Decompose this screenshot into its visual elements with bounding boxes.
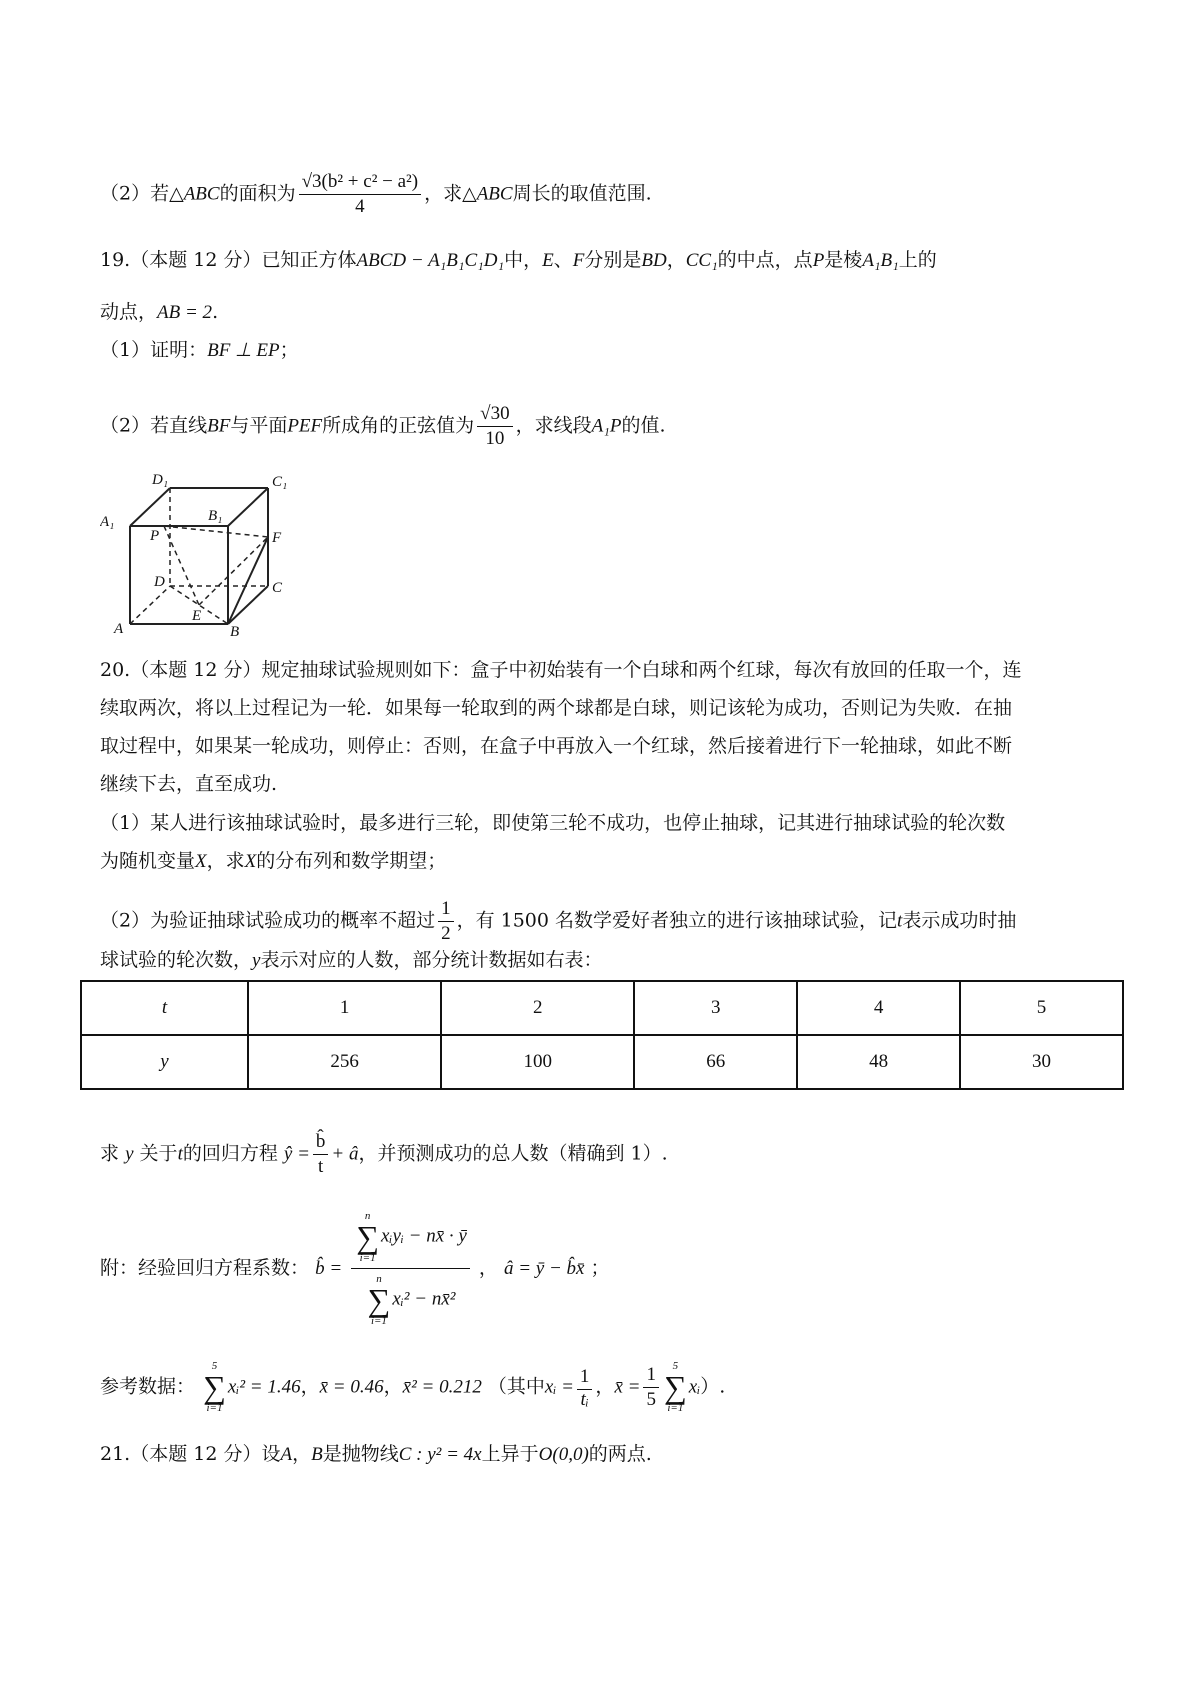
edge-b1c1 <box>228 488 268 526</box>
var-f: F <box>572 250 585 271</box>
text: （1）证明： <box>100 339 208 361</box>
table-cell: 100 <box>441 1035 634 1089</box>
label-p: P <box>150 528 160 544</box>
table-row-y <box>81 1035 1123 1089</box>
table-cell: 4 <box>797 981 960 1035</box>
formula-numerator <box>351 1210 470 1269</box>
fifth-fraction <box>643 1363 659 1412</box>
text: ，有 1500 名数学爱好者独立的进行该抽球试验，记 <box>456 909 898 932</box>
ref-xi: xᵢ = <box>544 1376 574 1398</box>
text: 所成角的正弦值为 <box>322 414 475 437</box>
sum-symbol: n ∑ i=1 <box>356 1210 379 1264</box>
text: . <box>212 301 219 323</box>
label-c: C <box>272 580 283 596</box>
var-bd: BD <box>641 250 667 271</box>
text: 球试验的轮次数， <box>100 949 253 971</box>
text: ，求 <box>206 850 245 872</box>
b-hat-lhs: b̂ = <box>315 1258 343 1279</box>
area-fraction <box>299 170 421 219</box>
text: 、 <box>553 249 573 271</box>
text: 附：经验回归方程系数： <box>100 1257 310 1279</box>
text: ； <box>279 339 299 361</box>
table-cell: 48 <box>797 1035 960 1089</box>
var-a1p: A₁P <box>591 415 622 437</box>
edge-bc <box>228 586 268 624</box>
text: 的值. <box>621 414 666 437</box>
var-p: P <box>812 250 825 271</box>
text: ，求线段 <box>515 414 592 437</box>
fifth-numerator: 1 <box>643 1363 659 1388</box>
text: 19.（本题 12 分）已知正方体 <box>100 249 357 271</box>
label-d: D <box>154 574 165 590</box>
table-cell: 256 <box>248 1035 441 1089</box>
text: （2）若直线 <box>100 414 208 437</box>
q19-part2 <box>100 402 666 451</box>
var-e: E <box>542 250 554 271</box>
text: 中， <box>504 249 543 271</box>
text: 的分布列和数学期望； <box>256 850 447 872</box>
var-x: X <box>195 851 207 872</box>
q20-part1-line2 <box>100 848 446 875</box>
triangle-abc: ABC <box>476 183 513 205</box>
text: ， <box>478 1257 498 1279</box>
cube-figure <box>100 470 300 638</box>
b-hat-formula <box>351 1210 470 1327</box>
text: 动点， <box>100 301 158 323</box>
var-t: t <box>897 910 903 932</box>
text: 的两点. <box>588 1443 652 1465</box>
header-y: y <box>160 1051 169 1072</box>
sum-symbol: 5 ∑ i=1 <box>663 1360 687 1414</box>
text: 上异于 <box>481 1443 539 1465</box>
text: 的中点，点 <box>717 249 813 271</box>
eq-bf-ep: BF ⊥ EP <box>207 340 280 361</box>
q19-line2 <box>100 299 218 326</box>
text: 表示对应的人数，部分统计数据如右表： <box>260 949 603 971</box>
edge-ad <box>130 586 170 624</box>
text: 表示成功时抽 <box>902 909 1017 932</box>
q20-line1: 20.（本题 12 分）规定抽球试验规则如下：盒子中初始装有一个白球和两个红球，每次有放回的任取一个，连 <box>100 659 1022 681</box>
q20-part2-line2 <box>100 947 602 974</box>
label-e: E <box>192 608 202 624</box>
sin-denominator: 10 <box>485 428 505 449</box>
sum-bottom: i=1 <box>359 1252 376 1264</box>
text: ； <box>590 1257 610 1279</box>
table-cell: 30 <box>960 1035 1123 1089</box>
q20-line4: 继续下去，直至成功. <box>100 773 278 795</box>
q19-part1 <box>100 337 299 364</box>
t-denominator: t <box>318 1156 324 1177</box>
ref-xbar2: x̄² = 0.212 <box>402 1376 482 1398</box>
cube-name: ABCD − A₁B₁C₁D₁ <box>356 250 505 271</box>
ref-xbar-def: x̄ = <box>614 1376 641 1398</box>
q20-reference: 参考数据： 5 ∑ i=1 xᵢ² = 1.46，x̄ = 0.46，x̄² = 0.212 （其中xᵢ = $\frac{1}{\text{tᵢ}}$ ，x̄ = $\frac{1}{5}$ 5 ∑ i=1 xᵢ）. <box>100 1360 726 1414</box>
label-b1: B₁ <box>208 508 223 524</box>
table-cell <box>81 1035 248 1089</box>
text: 的回归方程 <box>182 1142 278 1165</box>
text: 上的 <box>898 249 937 271</box>
q20-part2-line1 <box>100 897 1016 946</box>
sum-top: 5 <box>672 1360 679 1372</box>
header-t: t <box>161 997 168 1018</box>
sum-bottom: i=1 <box>206 1402 223 1414</box>
text: ， <box>666 249 686 271</box>
b-hat: b̂ <box>313 1130 329 1155</box>
text: 求 <box>100 1142 120 1165</box>
q21-line1 <box>100 1441 652 1468</box>
edge-a1d1 <box>130 488 170 526</box>
formula-denominator <box>351 1269 470 1327</box>
regression-fraction <box>313 1130 329 1179</box>
y-hat: ŷ = <box>283 1143 310 1165</box>
label-f: F <box>272 530 282 546</box>
var-cc1: CC₁ <box>685 250 718 271</box>
segment-pf <box>164 526 268 537</box>
numerator-term: xᵢyᵢ − nx̄ · ȳ <box>381 1225 467 1247</box>
xi-denominator: tᵢ <box>580 1389 589 1410</box>
xi-numerator: 1 <box>577 1365 593 1390</box>
table-cell: 1 <box>248 981 441 1035</box>
parabola-eq: C : y² = 4x <box>398 1444 482 1465</box>
var-y: y <box>252 950 261 971</box>
var-x: X <box>244 851 257 872</box>
text: ，并预测成功的总人数（精确到 1）. <box>358 1142 668 1165</box>
text: ）. <box>700 1375 726 1398</box>
ref-xbar: x̄ = 0.46 <box>319 1376 384 1398</box>
half-numerator: 1 <box>438 897 454 922</box>
stats-table <box>80 980 1124 1090</box>
text: 分别是 <box>584 249 642 271</box>
text: （2）为验证抽球试验成功的概率不超过 <box>100 909 436 932</box>
area-denominator: 4 <box>355 196 365 217</box>
var-y: y <box>125 1143 134 1165</box>
sum-top: 5 <box>211 1360 218 1372</box>
sin-fraction <box>477 402 512 451</box>
label-b: B <box>230 624 240 638</box>
text: 周长的取值范围. <box>512 182 652 205</box>
origin: O(0,0) <box>538 1444 589 1465</box>
text: 的面积为 <box>219 182 296 205</box>
label-a1: A₁ <box>100 514 115 530</box>
text: 参考数据： <box>100 1375 196 1398</box>
var-t: t <box>177 1143 183 1165</box>
text: ， <box>292 1443 312 1465</box>
text: 21.（本题 12 分）设 <box>100 1443 281 1465</box>
sin-numerator: √30 <box>477 402 512 427</box>
half-fraction <box>438 897 454 946</box>
q20-appendix <box>100 1210 610 1327</box>
ref-sum-x2: xᵢ² = 1.46 <box>227 1376 301 1398</box>
q18-part2 <box>100 170 652 219</box>
area-numerator: √3(b² + c² − a²) <box>299 170 421 195</box>
table-cell: 3 <box>634 981 797 1035</box>
denominator-term: xᵢ² − nx̄² <box>392 1288 456 1310</box>
half-denominator: 2 <box>441 923 451 944</box>
sum-top: n <box>376 1273 382 1285</box>
table-cell: 2 <box>441 981 634 1035</box>
table-cell: 5 <box>960 981 1123 1035</box>
var-a1b1: A₁B₁ <box>862 250 899 271</box>
sum-bottom: i=1 <box>370 1315 387 1327</box>
a-hat: + â <box>331 1143 359 1165</box>
text: （2）若△ <box>100 182 184 205</box>
xi-fraction <box>577 1365 593 1409</box>
text: 是抛物线 <box>322 1443 399 1465</box>
q20-line3: 取过程中，如果某一轮成功，则停止：否则，在盒子中再放入一个红球，然后接着进行下一轮抽球，如此不断 <box>100 735 1013 757</box>
sum-bottom: i=1 <box>667 1402 684 1414</box>
sum-symbol: 5 ∑ i=1 <box>203 1360 226 1414</box>
triangle-abc: ABC <box>183 183 220 205</box>
q20-line2: 续取两次，将以上过程记为一轮．如果每一轮取到的两个球都是白球，则记该轮为成功，否则记为失败．在抽 <box>100 697 1013 719</box>
sum-top: n <box>364 1210 371 1222</box>
text: 是棱 <box>824 249 863 271</box>
label-a: A <box>114 621 124 637</box>
fifth-denominator: 5 <box>646 1388 656 1410</box>
var-bf: BF <box>207 415 231 437</box>
ref-xi-term: xᵢ <box>688 1376 701 1398</box>
var-pef: PEF <box>287 415 323 437</box>
q19-line1 <box>100 247 937 274</box>
eq-ab: AB = 2 <box>157 302 213 323</box>
text: 与平面 <box>230 414 288 437</box>
var-b: B <box>311 1444 323 1465</box>
sum-symbol: n ∑ i=1 <box>367 1273 391 1327</box>
text: 关于 <box>139 1142 178 1165</box>
segment-bf <box>228 537 268 624</box>
table-cell <box>81 981 248 1035</box>
text: ，求△ <box>424 182 477 205</box>
var-a: A <box>280 1444 293 1465</box>
label-d1: D₁ <box>152 472 169 488</box>
text: 为随机变量 <box>100 850 196 872</box>
q20-regression <box>100 1130 668 1179</box>
table-row-t <box>81 981 1123 1035</box>
text: （其中 <box>487 1375 545 1398</box>
label-c1: C₁ <box>272 474 288 490</box>
a-hat-formula: â = ȳ − b̂x̄ <box>503 1258 585 1279</box>
table-cell: 66 <box>634 1035 797 1089</box>
q20-part1-line1: （1）某人进行该抽球试验时，最多进行三轮，即使第三轮不成功，也停止抽球，记其进行抽球试验的轮次数 <box>100 812 1006 834</box>
